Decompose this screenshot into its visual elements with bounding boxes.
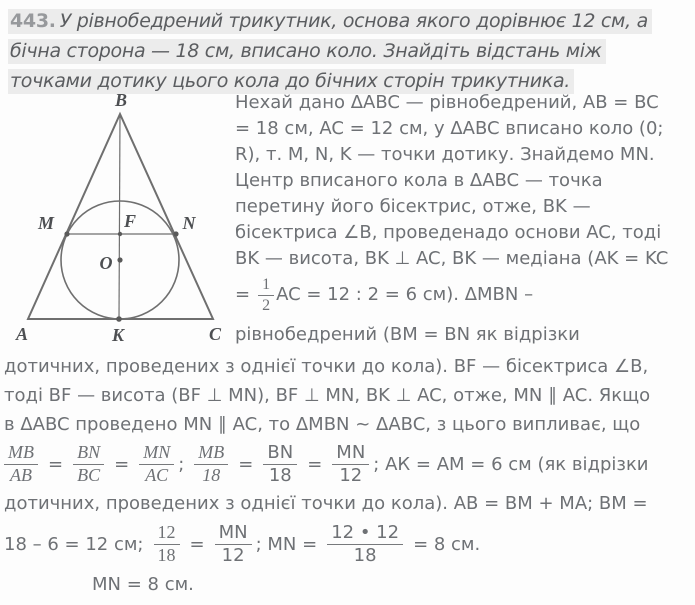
fraction-mb-18: $\frac{MB}{18}$ xyxy=(194,443,228,486)
solution-line: = 18 см, AC = 12 см, у ΔABC вписано коло (0; xyxy=(235,118,664,139)
point-label-n: N xyxy=(182,213,196,233)
problem-line xyxy=(8,36,690,66)
vertex-label-c: C xyxy=(208,324,222,344)
solution-line: 18 – 6 = 12 см; xyxy=(4,533,144,555)
solution-line: дотичних, проведених з однієї точки до кола). АВ = ВМ + МА; ВМ = xyxy=(4,493,648,514)
equals-sign: = xyxy=(48,453,64,475)
equation-half-ac xyxy=(235,272,695,318)
solution-line: рівнобедрений (BM = BN як відрізки xyxy=(235,324,580,345)
problem-text-3: точками дотику цього кола до бічних сторін трикутника. xyxy=(8,69,574,94)
solution-line: ; АК = АМ = 6 см (як відрізки xyxy=(373,453,649,475)
solution-line: перетину його бісектрис, отже, BK — xyxy=(235,196,591,217)
equals-sign: = xyxy=(235,284,251,305)
solution-text-column xyxy=(235,90,695,348)
solution-line: Нехай дано ΔABC — рівнобедрений, AB = BC xyxy=(235,92,659,113)
equals-sign: = xyxy=(307,453,323,475)
center-label-o: O xyxy=(99,253,113,273)
altitude-bk xyxy=(119,114,120,319)
fraction-one-half: $\frac{1}{2}$ xyxy=(258,276,274,314)
fraction-bn-18: $\frac{BN}{18}$ xyxy=(263,443,297,486)
fraction-12-18: $\frac{12}{18}$ xyxy=(154,523,180,566)
point-label-m: M xyxy=(37,213,55,233)
equals-sign: = xyxy=(114,453,130,475)
fraction-mn-ac: $\frac{MN}{AC}$ xyxy=(139,443,174,486)
solution-line: AC = 12 : 2 = 6 см). ΔMBN – xyxy=(276,284,534,305)
equals-sign: = xyxy=(189,533,205,555)
problem-statement xyxy=(8,6,690,96)
equation-row-proportions xyxy=(4,439,694,489)
equals-sign: = xyxy=(238,453,254,475)
geometry-figure xyxy=(6,86,224,350)
point-label-k: K xyxy=(111,325,125,345)
solution-line: Центр вписаного кола в ΔABC — точка xyxy=(235,170,603,191)
solution-line: ; MN = xyxy=(255,533,318,555)
vertex-label-a: A xyxy=(15,324,29,344)
problem-line xyxy=(8,6,690,36)
solution-line: = 8 см. xyxy=(413,533,481,555)
semicolon: ; xyxy=(178,453,185,475)
solution-line: бісектриса ∠B, проведенадо основи AC, тоді xyxy=(235,222,662,243)
point-o-dot xyxy=(117,257,122,262)
solution-line: тоді BF — висота (BF ⊥ MN), BF ⊥ MN, BK ⊥ AC, отже, MN ∥ AC. Якщо xyxy=(4,385,651,406)
fraction-mn-12: $\frac{MN}{12}$ xyxy=(215,523,252,566)
fraction-bn-bc: $\frac{BN}{BC}$ xyxy=(73,443,104,486)
problem-text-2: бічна сторона — 18 см, вписано коло. Знайдіть відстань між xyxy=(8,39,606,64)
point-label-f: F xyxy=(123,211,137,231)
point-m-dot xyxy=(64,231,69,236)
final-answer: MN = 8 см. xyxy=(92,574,194,595)
fraction-mb-ab: $\frac{MB}{AB}$ xyxy=(4,443,38,486)
solution-line: R), т. M, N, K — точки дотику. Знайдемо MN. xyxy=(235,144,655,165)
fraction-mn-12: $\frac{MN}{12}$ xyxy=(332,443,369,486)
problem-number: 443. xyxy=(10,10,56,32)
equation-row-numeric xyxy=(4,518,694,570)
problem-text-1: У рівнобедрений трикутник, основа якого дорівнює 12 см, а xyxy=(59,10,648,32)
solution-line: BK — висота, BK ⊥ AC, BK — медіана (AK = KC xyxy=(235,248,669,269)
vertex-label-b: B xyxy=(114,90,128,110)
solution-line: дотичних, проведених з однієї точки до кола). BF — бісектриса ∠B, xyxy=(4,356,649,377)
point-n-dot xyxy=(173,231,178,236)
solution-full-width xyxy=(4,352,694,599)
point-k-dot xyxy=(116,316,122,322)
solution-line: в ΔABC проведено MN ∥ AC, то ΔMBN ~ ΔABC, з цього випливає, що xyxy=(4,414,641,435)
fraction-12x12-18: $\frac{12 • 12}{18}$ xyxy=(327,523,403,566)
point-f-dot xyxy=(118,232,122,236)
